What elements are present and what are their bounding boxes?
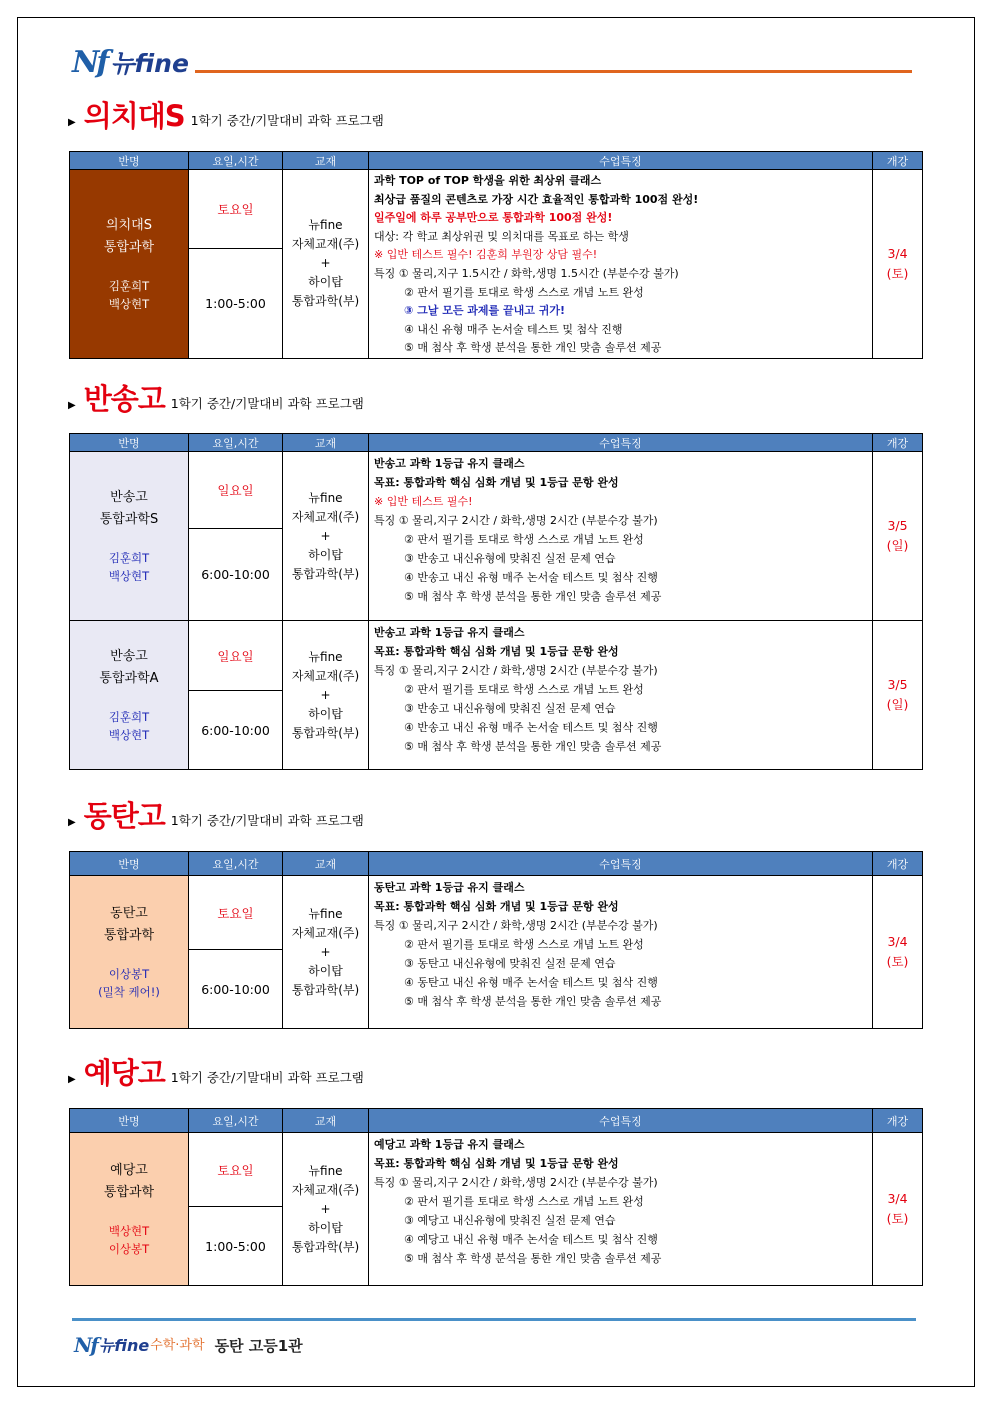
teacher-name: 김훈희T (108, 551, 150, 565)
feature-line: 예당고 과학 1등급 유지 클래스 (374, 1138, 525, 1151)
feature-line: 목표: 통합과학 핵심 심화 개념 및 1등급 문항 완성 (374, 1157, 619, 1170)
open-day: (일) (886, 538, 909, 553)
col-header: 교재 (283, 434, 369, 452)
feature-line: ③ 반송고 내신유형에 맞춰진 실전 문제 연습 (404, 702, 616, 715)
teacher-list (70, 277, 188, 313)
school-name: 의치대S (83, 99, 185, 133)
feature-line: 최상급 품질의 콘텐츠로 가장 시간 효율적인 통합과학 100점 완성! (374, 192, 699, 206)
teacher-note: (밀착 케어!) (98, 985, 160, 999)
book-line: 통합과학(부) (291, 982, 360, 997)
feature-line: ③ 반송고 내신유형에 맞춰진 실전 문제 연습 (404, 552, 616, 565)
section-title (68, 1057, 364, 1089)
header-divider (195, 70, 912, 73)
triangle-bullet-icon: ▶ (68, 400, 76, 411)
features-cell (369, 170, 873, 359)
book-line: 하이탑 (308, 275, 343, 290)
schedule-table (69, 433, 923, 770)
open-date-cell (873, 876, 923, 1029)
col-header: 수업특징 (369, 152, 873, 170)
book-line: 뉴fine (308, 218, 343, 233)
class-name-cell (70, 876, 189, 1029)
feature-line: ③ 예당고 내신유형에 맞춰진 실전 문제 연습 (404, 1214, 616, 1227)
feature-line: 특징 ① 물리,지구 2시간 / 화학,생명 2시간 (부분수강 불가) (374, 919, 658, 932)
day-cell: 일요일 (189, 621, 283, 691)
feature-line: 특징 ① 물리,지구 2시간 / 화학,생명 2시간 (부분수강 불가) (374, 514, 658, 527)
teacher-name: 백상현T (108, 296, 150, 311)
feature-line: ④ 예당고 내신 유형 매주 논서술 테스트 및 첨삭 진행 (404, 1233, 658, 1246)
feature-line: 목표: 통합과학 핵심 심화 개념 및 1등급 문항 완성 (374, 900, 619, 913)
col-header: 반명 (70, 434, 189, 452)
footer-tagline: 수학·과학 (150, 1338, 205, 1353)
feature-line: ④ 반송고 내신 유형 매주 논서술 테스트 및 첨삭 진행 (404, 571, 658, 584)
class-name: 의치대S (106, 217, 152, 233)
footer-logo (74, 1335, 303, 1355)
open-day: (토) (886, 1211, 909, 1226)
book-line: 뉴fine (308, 490, 343, 505)
feature-line: ④ 내신 유형 매주 논서술 테스트 및 첨삭 진행 (404, 322, 623, 336)
class-name: 동탄고 (110, 906, 148, 921)
section-title (68, 800, 364, 832)
teacher-name: 김훈희T (108, 278, 150, 293)
col-header: 수업특징 (369, 852, 873, 876)
open-day: (토) (886, 265, 909, 281)
feature-line: ⑤ 매 첨삭 후 학생 분석을 통한 개인 맞춤 솔루션 제공 (404, 740, 662, 753)
col-header: 교재 (283, 1109, 369, 1133)
time-cell: 1:00-5:00 (189, 249, 283, 359)
section-subtitle: 1학기 중간/기말대비 과학 프로그램 (170, 813, 364, 828)
col-header: 요일,시간 (189, 1109, 283, 1133)
open-date-cell (873, 621, 923, 770)
schedule-table (69, 1108, 923, 1286)
triangle-bullet-icon: ▶ (68, 1074, 76, 1085)
col-header: 개강 (873, 434, 923, 452)
open-date: 3/4 (887, 245, 908, 261)
feature-line: ② 판서 필기를 토대로 학생 스스로 개념 노트 완성 (404, 533, 644, 546)
class-name: 반송고 (110, 649, 148, 664)
features-cell (369, 452, 873, 621)
book-line: 자체교재(주) (291, 1182, 360, 1197)
triangle-bullet-icon: ▶ (68, 817, 76, 828)
book-cell (283, 1133, 369, 1286)
class-name-cell (70, 621, 189, 770)
time-cell: 1:00-5:00 (189, 1207, 283, 1286)
feature-line: 반송고 과학 1등급 유지 클래스 (374, 457, 525, 470)
teacher-name: 백상현T (108, 728, 150, 742)
book-line: 자체교재(주) (291, 509, 360, 524)
feature-line: 특징 ① 물리,지구 2시간 / 화학,생명 2시간 (부분수강 불가) (374, 1176, 658, 1189)
book-line: + (320, 1201, 331, 1216)
book-line: 뉴fine (308, 649, 343, 664)
footer-logo-word: 뉴fine (98, 1336, 150, 1355)
header-logo (72, 45, 189, 80)
teacher-list (70, 1222, 188, 1258)
section-title (68, 383, 364, 415)
schedule-table (69, 151, 923, 359)
feature-line: ③ 동탄고 내신유형에 맞춰진 실전 문제 연습 (404, 957, 616, 970)
col-header: 개강 (873, 152, 923, 170)
col-header: 수업특징 (369, 434, 873, 452)
day-cell: 토요일 (189, 876, 283, 950)
section-subtitle: 1학기 중간/기말대비 과학 프로그램 (170, 1070, 364, 1085)
book-line: + (320, 528, 331, 543)
col-header: 교재 (283, 852, 369, 876)
teacher-list (70, 708, 188, 744)
feature-line: 과학 TOP of TOP 학생을 위한 최상위 클래스 (374, 174, 602, 187)
feature-line: ※ 입반 테스트 필수! 김훈희 부원장 상담 필수! (374, 248, 598, 262)
open-date-cell (873, 1133, 923, 1286)
feature-line: 특징 ① 물리,지구 1.5시간 / 화학,생명 1.5시간 (부분수강 불가) (374, 266, 679, 280)
feature-line: ② 판서 필기를 토대로 학생 스스로 개념 노트 완성 (404, 938, 644, 951)
book-cell (283, 452, 369, 621)
open-date: 3/5 (887, 518, 908, 533)
feature-line: ⑤ 매 첨삭 후 학생 분석을 통한 개인 맞춤 솔루션 제공 (404, 341, 662, 355)
open-date-cell (873, 170, 923, 359)
section-title (68, 100, 384, 132)
teacher-name: 백상현T (108, 1224, 150, 1238)
open-date: 3/4 (887, 934, 908, 949)
class-name: 통합과학A (99, 671, 159, 686)
book-line: + (320, 256, 331, 271)
logo-word: 뉴fine (110, 49, 189, 78)
feature-line: ② 판서 필기를 토대로 학생 스스로 개념 노트 완성 (404, 683, 644, 696)
features-cell (369, 1133, 873, 1286)
col-header: 요일,시간 (189, 852, 283, 876)
feature-line: 일주일에 하루 공부만으로 통합과학 100점 완성! (374, 211, 613, 225)
book-line: 통합과학(부) (291, 566, 360, 581)
book-line: 하이탑 (308, 706, 343, 721)
book-line: 통합과학(부) (291, 1239, 360, 1254)
book-line: 자체교재(주) (291, 668, 360, 683)
col-header: 요일,시간 (189, 434, 283, 452)
book-line: 하이탑 (308, 963, 343, 978)
col-header: 반명 (70, 1109, 189, 1133)
col-header: 반명 (70, 152, 189, 170)
triangle-bullet-icon: ▶ (68, 117, 76, 128)
school-name: 예당고 (83, 1056, 165, 1090)
footer-divider (72, 1318, 916, 1321)
col-header: 개강 (873, 852, 923, 876)
feature-line: ④ 반송고 내신 유형 매주 논서술 테스트 및 첨삭 진행 (404, 721, 658, 734)
teacher-name: 이상봉T (108, 1242, 150, 1256)
class-name: 반송고 (110, 490, 148, 505)
book-cell (283, 621, 369, 770)
book-line: 자체교재(주) (291, 925, 360, 940)
book-cell (283, 876, 369, 1029)
book-line: 통합과학(부) (291, 725, 360, 740)
book-cell (283, 170, 369, 359)
class-name-cell (70, 170, 189, 359)
feature-line: ④ 동탄고 내신 유형 매주 논서술 테스트 및 첨삭 진행 (404, 976, 658, 989)
school-name: 반송고 (83, 382, 165, 416)
class-name: 예당고 (110, 1163, 148, 1178)
class-name: 통합과학 (103, 928, 155, 943)
book-line: 뉴fine (308, 1163, 343, 1178)
teacher-name: 백상현T (108, 569, 150, 583)
section-subtitle: 1학기 중간/기말대비 과학 프로그램 (170, 396, 364, 411)
day-cell: 일요일 (189, 452, 283, 529)
feature-line: ⑤ 매 첨삭 후 학생 분석을 통한 개인 맞춤 솔루션 제공 (404, 590, 662, 603)
open-day: (일) (886, 697, 909, 712)
book-line: 자체교재(주) (291, 237, 360, 252)
col-header: 개강 (873, 1109, 923, 1133)
col-header: 교재 (283, 152, 369, 170)
book-line: + (320, 687, 331, 702)
book-line: 뉴fine (308, 906, 343, 921)
col-header: 요일,시간 (189, 152, 283, 170)
feature-line: 동탄고 과학 1등급 유지 클래스 (374, 881, 525, 894)
class-name: 통합과학 (103, 1185, 155, 1200)
feature-line: 목표: 통합과학 핵심 심화 개념 및 1등급 문항 완성 (374, 476, 619, 489)
open-date: 3/5 (887, 677, 908, 692)
feature-line: ※ 입반 테스트 필수! (374, 495, 473, 508)
class-name: 통합과학S (99, 512, 159, 527)
teacher-list (70, 965, 188, 1001)
teacher-name: 김훈희T (108, 710, 150, 724)
col-header: 반명 (70, 852, 189, 876)
book-line: 하이탑 (308, 547, 343, 562)
open-date: 3/4 (887, 1191, 908, 1206)
feature-line: ③ 그날 모든 과제를 끝내고 귀가! (404, 304, 565, 318)
teacher-name: 이상봉T (108, 967, 150, 981)
class-name-cell (70, 1133, 189, 1286)
feature-line: ⑤ 매 첨삭 후 학생 분석을 통한 개인 맞춤 솔루션 제공 (404, 995, 662, 1008)
footer-branch: 동탄 고등1관 (214, 1337, 303, 1355)
logo-mark: Nf (72, 45, 107, 80)
feature-line: ⑤ 매 첨삭 후 학생 분석을 통한 개인 맞춤 솔루션 제공 (404, 1252, 662, 1265)
day-cell: 토요일 (189, 170, 283, 249)
school-name: 동탄고 (83, 799, 165, 833)
footer-logo-mark: Nf (74, 1333, 97, 1357)
feature-line: ② 판서 필기를 토대로 학생 스스로 개념 노트 완성 (404, 285, 644, 299)
teacher-list (70, 549, 188, 585)
time-cell: 6:00-10:00 (189, 691, 283, 770)
col-header: 수업특징 (369, 1109, 873, 1133)
schedule-table (69, 851, 923, 1029)
features-cell (369, 621, 873, 770)
time-cell: 6:00-10:00 (189, 529, 283, 621)
feature-line: 대상: 각 학교 최상위권 및 의치대를 목표로 하는 학생 (374, 229, 629, 243)
open-date-cell (873, 452, 923, 621)
section-subtitle: 1학기 중간/기말대비 과학 프로그램 (190, 113, 384, 128)
day-cell: 토요일 (189, 1133, 283, 1207)
book-line: 통합과학(부) (291, 294, 360, 309)
feature-line: ② 판서 필기를 토대로 학생 스스로 개념 노트 완성 (404, 1195, 644, 1208)
class-name-cell (70, 452, 189, 621)
feature-line: 목표: 통합과학 핵심 심화 개념 및 1등급 문항 완성 (374, 645, 619, 658)
time-cell: 6:00-10:00 (189, 950, 283, 1029)
book-line: + (320, 944, 331, 959)
features-cell (369, 876, 873, 1029)
book-line: 하이탑 (308, 1220, 343, 1235)
feature-line: 특징 ① 물리,지구 2시간 / 화학,생명 2시간 (부분수강 불가) (374, 664, 658, 677)
feature-line: 반송고 과학 1등급 유지 클래스 (374, 626, 525, 639)
class-name: 통합과학 (103, 239, 155, 255)
open-day: (토) (886, 954, 909, 969)
